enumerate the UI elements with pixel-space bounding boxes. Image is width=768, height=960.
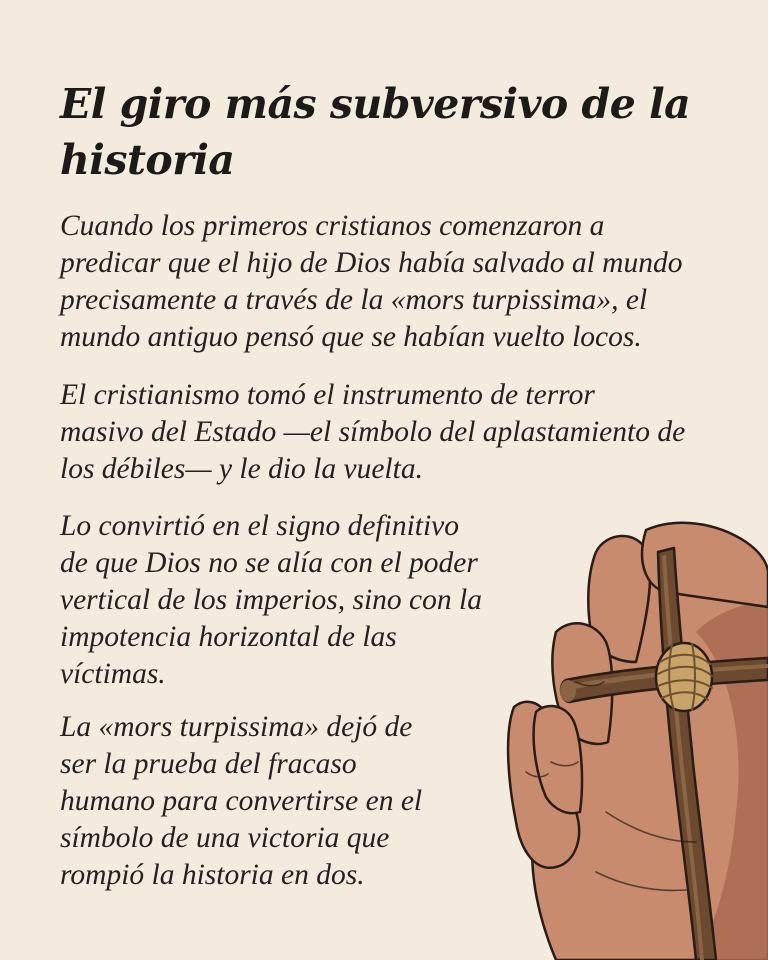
- paragraph-line: El cristianismo tomó el instrumento de terror: [60, 379, 595, 411]
- paragraph-line: de que Dios no se alía con el poder: [60, 547, 478, 579]
- page-title: [60, 76, 740, 188]
- title-line-1: El giro más subversivo de la: [60, 80, 691, 128]
- paragraph-line: humano para convertirse en el: [60, 785, 423, 817]
- paragraph-line: símbolo de una victoria que: [60, 822, 390, 854]
- beam-end-cap: [560, 680, 576, 702]
- paragraph-line: víctimas.: [60, 658, 166, 690]
- paragraph-line: Lo convirtió en el signo definitivo: [60, 510, 460, 542]
- paragraph-3: [60, 508, 482, 693]
- title-line-2: historia: [60, 136, 235, 184]
- paragraph-line: masivo del Estado —el símbolo del aplastamiento de: [60, 416, 686, 448]
- paragraph-line: La «mors turpissima» dejó de: [60, 711, 413, 743]
- paragraph-line: precisamente a través de la «mors turpissima», el: [60, 284, 648, 316]
- paragraph-line: vertical de los imperios, sino con la: [60, 584, 482, 616]
- paragraph-line: impotencia horizontal de las: [60, 621, 397, 653]
- paragraph-1: [60, 208, 682, 356]
- paragraph-line: ser la prueba del fracaso: [60, 748, 357, 780]
- paragraph-2: [60, 377, 685, 488]
- paragraph-line: rompió la historia en dos.: [60, 859, 365, 891]
- paragraph-line: los débiles— y le dio la vuelta.: [60, 453, 423, 485]
- hand-holding-wooden-cross-icon: [496, 512, 768, 960]
- paragraph-line: mundo antiguo pensó que se habían vuelto locos.: [60, 321, 642, 353]
- paragraph-line: Cuando los primeros cristianos comenzaron a: [60, 210, 605, 242]
- twine-knot: [656, 643, 712, 711]
- paragraph-4: [60, 709, 422, 894]
- paragraph-line: predicar que el hijo de Dios había salvado al mundo: [60, 247, 683, 279]
